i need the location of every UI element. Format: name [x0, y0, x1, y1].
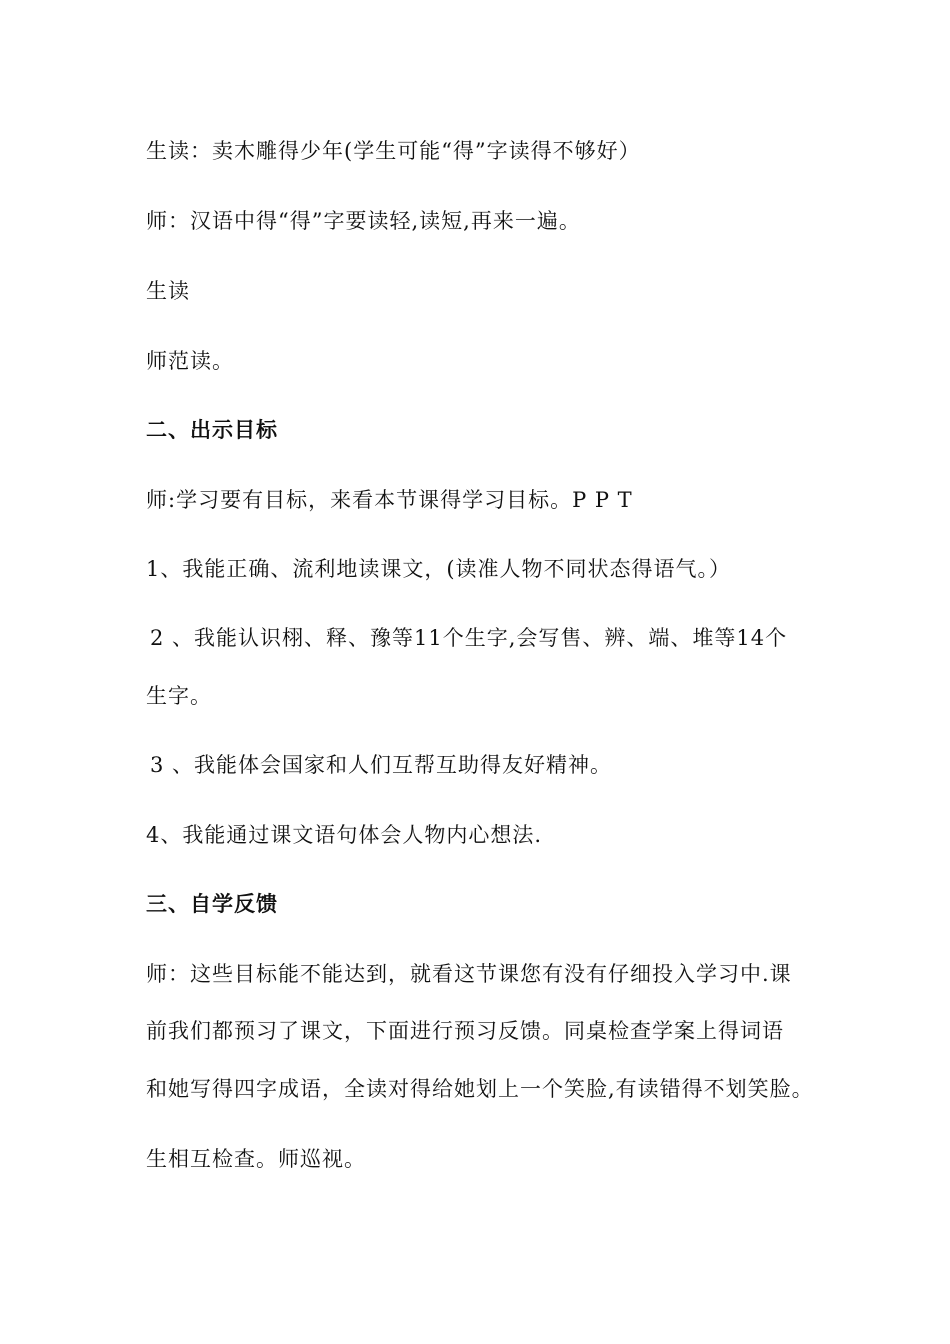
dialogue-teacher-instruction: 师：汉语中得“得”字要读轻,读短,再来一遍。 — [146, 209, 581, 233]
goal-item-2-continued: 生字。 — [146, 684, 212, 708]
paragraph-teacher-feedback-2: 前我们都预习了课文，下面进行预习反馈。同桌检查学案上得词语 — [146, 1019, 784, 1043]
goal-item-1: 1、我能正确、流利地读课文，(读准人物不同状态得语气。） — [146, 557, 732, 581]
goal-item-3: 3 、我能体会国家和人们互帮互助得友好精神。 — [150, 753, 613, 777]
paragraph-teacher-feedback-1: 师：这些目标能不能达到，就看这节课您有没有仔细投入学习中.课 — [146, 962, 792, 986]
section-heading-self-study: 三、自学反馈 — [146, 892, 278, 916]
goal-item-2: 2 、我能认识栩、释、豫等11个生字,会写售、辨、端、堆等14个 — [150, 626, 788, 650]
paragraph-teacher-feedback-3: 和她写得四字成语，全读对得给她划上一个笑脸,有读错得不划笑脸。 — [146, 1077, 814, 1101]
section-heading-goals: 二、出示目标 — [146, 418, 278, 442]
dialogue-student-reading: 生读：卖木雕得少年(学生可能“得”字读得不够好） — [146, 139, 641, 163]
dialogue-student-reads: 生读 — [146, 279, 190, 303]
dialogue-peer-check: 生相互检查。师巡视。 — [146, 1147, 366, 1171]
dialogue-teacher-goals: 师:学习要有目标，来看本节课得学习目标。P P T — [146, 488, 633, 512]
dialogue-teacher-model-reading: 师范读。 — [146, 349, 234, 373]
goal-item-4: 4、我能通过课文语句体会人物内心想法. — [146, 823, 543, 847]
